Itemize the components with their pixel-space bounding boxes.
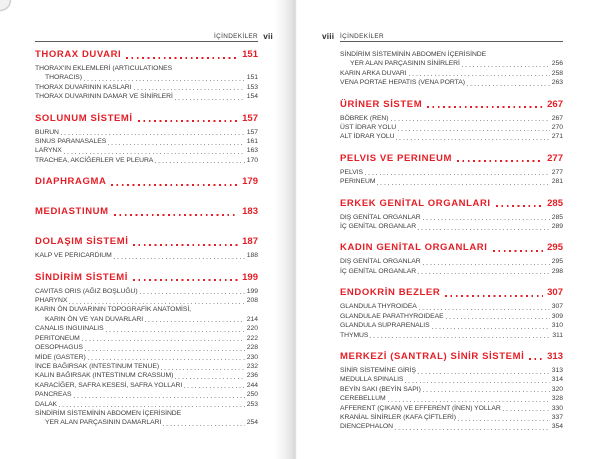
toc-entry-label: THORAX DUVARININ KASLARI bbox=[35, 83, 132, 91]
toc-entry-label: KARIN ARKA DUVARI bbox=[340, 69, 407, 77]
toc-entry-label: PERINEUM bbox=[340, 178, 376, 186]
section-heading bbox=[35, 50, 258, 60]
page-right-content bbox=[322, 0, 563, 432]
toc-entry-page-number: 307 bbox=[551, 303, 563, 311]
section-heading bbox=[35, 177, 258, 187]
leader-dots bbox=[108, 144, 245, 145]
toc-entry bbox=[35, 418, 258, 427]
leader-dots bbox=[74, 397, 245, 398]
toc-entry-page-number: 256 bbox=[551, 60, 563, 68]
toc-entry-page-number: 298 bbox=[551, 267, 563, 275]
toc-entry-page-number: 281 bbox=[551, 178, 563, 186]
toc-entry-page-number: 161 bbox=[246, 138, 258, 146]
toc-entry-label: PERITONEUM bbox=[35, 334, 80, 342]
toc-entry bbox=[35, 92, 258, 101]
toc-entry-page-number: 250 bbox=[246, 391, 258, 399]
toc-entry bbox=[340, 168, 563, 177]
toc-entry-page-number: 310 bbox=[551, 322, 563, 330]
toc-entry bbox=[340, 312, 563, 321]
leader-dots bbox=[69, 303, 244, 304]
toc-entry bbox=[340, 257, 563, 266]
toc-entry-page-number: 151 bbox=[246, 74, 258, 82]
toc-entry-label: KARIN ÖN VE YAN DUVARLARI bbox=[45, 315, 144, 323]
toc-entry-page-number: 199 bbox=[246, 287, 258, 295]
toc-entry-label: BURUN bbox=[35, 128, 59, 136]
leader-dots bbox=[126, 57, 238, 59]
page-left-content bbox=[35, 0, 273, 428]
toc-entry-page-number: 228 bbox=[246, 344, 258, 352]
toc-section bbox=[340, 199, 563, 232]
toc-entry bbox=[340, 222, 563, 231]
leader-dots bbox=[61, 134, 245, 135]
section-page-number: 187 bbox=[242, 236, 258, 248]
toc-entry-page-number: 330 bbox=[551, 404, 563, 412]
toc-entry bbox=[35, 287, 258, 296]
toc-entry bbox=[340, 321, 563, 330]
toc-section bbox=[340, 288, 563, 340]
toc-entry-label: SINUS PARANASALES bbox=[35, 138, 107, 146]
toc-entry-page-number: 232 bbox=[246, 362, 258, 370]
toc-entry bbox=[35, 296, 258, 305]
toc-entry bbox=[340, 69, 563, 78]
toc-entry bbox=[35, 390, 258, 399]
toc-entry-page-number: 354 bbox=[551, 423, 563, 431]
toc-entry bbox=[340, 366, 563, 375]
toc-entry bbox=[340, 394, 563, 403]
toc-entry bbox=[35, 324, 258, 333]
toc-entry-label: DIENCEPHALON bbox=[340, 423, 394, 431]
toc-entry-label: MİDE (GASTER) bbox=[35, 353, 86, 361]
toc-entry-page-number: 230 bbox=[246, 353, 258, 361]
toc-entry-label: ALT İDRAR YOLU bbox=[340, 133, 395, 141]
toc-entry-label: DALAK bbox=[35, 400, 58, 408]
leader-dots bbox=[398, 130, 550, 131]
leader-dots bbox=[388, 401, 550, 402]
toc-entry bbox=[35, 305, 258, 314]
section-title: MEDIASTINUM bbox=[35, 206, 109, 218]
toc-entry-label: THORAX DUVARININ DAMAR VE SİNİRLERİ bbox=[35, 93, 173, 101]
section-heading bbox=[35, 273, 258, 283]
section-title: DIAPHRAGMA bbox=[35, 176, 107, 188]
toc-entry-label: AFFERENT (ÇIKAN) VE EFFERENT (İNEN) YOLLAR bbox=[340, 404, 501, 412]
section-page-number: 313 bbox=[547, 350, 563, 362]
leader-dots bbox=[163, 425, 245, 426]
toc-entry-label: TRACHEA, AKCİĞERLER VE PLEURA bbox=[35, 156, 154, 164]
toc-entry bbox=[340, 114, 563, 123]
section-heading bbox=[35, 237, 258, 247]
toc-entry bbox=[35, 83, 258, 92]
toc-entry-page-number: 313 bbox=[551, 366, 563, 374]
toc-entry-page-number: 271 bbox=[551, 133, 563, 141]
leader-dots bbox=[529, 358, 543, 360]
toc-entry-label: İNCE BAĞIRSAK (INTESTINUM TENUE) bbox=[35, 362, 160, 370]
toc-entry-label: DIŞ GENİTAL ORGANLAR bbox=[340, 213, 421, 221]
toc-entry bbox=[35, 409, 258, 418]
toc-entry bbox=[340, 177, 563, 186]
toc-entry-label: PELVIS bbox=[340, 168, 363, 176]
leader-dots bbox=[88, 359, 245, 360]
leader-dots bbox=[106, 331, 245, 332]
toc-entry bbox=[35, 251, 258, 260]
toc-entry bbox=[35, 353, 258, 362]
toc-entry-label: PANCREAS bbox=[35, 391, 72, 399]
leader-dots bbox=[133, 244, 238, 246]
toc-section bbox=[35, 50, 258, 102]
leader-dots bbox=[446, 318, 550, 319]
toc-right-column bbox=[340, 42, 563, 432]
toc-entry bbox=[340, 132, 563, 141]
leader-dots bbox=[111, 184, 238, 186]
leader-dots bbox=[133, 279, 238, 281]
running-header-label: İÇİNDEKİLER bbox=[340, 33, 384, 40]
toc-entry bbox=[340, 413, 563, 422]
section-title: THORAX DUVARI bbox=[35, 49, 122, 60]
toc-section bbox=[35, 207, 258, 221]
toc-entry-page-number: 154 bbox=[246, 93, 258, 101]
section-page-number: 267 bbox=[547, 98, 563, 110]
toc-entry-page-number: 214 bbox=[246, 315, 258, 323]
section-page-number: 295 bbox=[547, 242, 563, 254]
toc-entry bbox=[340, 50, 563, 59]
leader-dots bbox=[155, 162, 245, 163]
leader-dots bbox=[85, 350, 245, 351]
toc-entry-page-number: 170 bbox=[246, 156, 258, 164]
section-title: DOLAŞIM SİSTEMİ bbox=[35, 236, 129, 248]
toc-entry-label: SİNDİRİM SİSTEMİNİN ABDOMEN İÇERİSİNDE bbox=[35, 409, 182, 417]
leader-dots bbox=[395, 429, 550, 430]
leader-dots bbox=[418, 229, 550, 230]
leader-dots bbox=[445, 295, 543, 297]
running-header-left bbox=[35, 30, 273, 41]
toc-entry bbox=[35, 400, 258, 409]
toc-entry-label: GLANDULAE PARATHYROIDEAE bbox=[340, 312, 444, 320]
toc-section bbox=[340, 352, 563, 432]
toc-entry-page-number: 263 bbox=[551, 79, 563, 87]
toc-entry bbox=[35, 64, 258, 73]
leader-dots bbox=[82, 340, 245, 341]
leader-dots bbox=[175, 378, 244, 379]
toc-section bbox=[340, 100, 563, 142]
toc-entry-label: KRANİAL SİNİRLER (KAFA ÇİFTLERİ) bbox=[340, 413, 456, 421]
toc-entry bbox=[340, 78, 563, 87]
leader-dots bbox=[409, 75, 550, 76]
toc-entry bbox=[340, 213, 563, 222]
toc-section bbox=[35, 177, 258, 191]
leader-dots bbox=[138, 120, 238, 122]
toc-entry-label: ÜST İDRAR YOLU bbox=[340, 124, 397, 132]
section-heading bbox=[340, 243, 563, 253]
toc-entry bbox=[340, 375, 563, 384]
toc-entry-page-number: 295 bbox=[551, 258, 563, 266]
toc-entry-label: CEREBELLUM bbox=[340, 395, 386, 403]
toc-entry-label: KARIN ÖN DUVARININ TOPOGRAFİK ANATOMİSİ, bbox=[35, 306, 191, 314]
page-left bbox=[0, 0, 283, 459]
section-title: SOLUNUM SİSTEMİ bbox=[35, 112, 133, 124]
leader-dots bbox=[418, 373, 550, 374]
toc-entry bbox=[35, 343, 258, 352]
section-title: SİNDİRİM SİSTEMİ bbox=[35, 271, 128, 283]
toc-entry-label: THYMUS bbox=[340, 331, 369, 339]
leader-dots bbox=[423, 219, 550, 220]
toc-entry-label: THORACIS) bbox=[45, 74, 82, 82]
section-heading bbox=[340, 288, 563, 298]
toc-entry-label: BÖBREK (REN) bbox=[340, 114, 389, 122]
toc-entry-page-number: 236 bbox=[246, 372, 258, 380]
toc-entry bbox=[340, 385, 563, 394]
toc-section bbox=[340, 154, 563, 187]
toc-entry-label: KALIN BAĞIRSAK (INTESTINUM CRASSUM) bbox=[35, 372, 174, 380]
section-heading bbox=[340, 352, 563, 362]
section-page-number: 157 bbox=[242, 112, 258, 124]
leader-dots bbox=[405, 382, 549, 383]
toc-entry-label: LARYNX bbox=[35, 147, 62, 155]
toc-entry-label: GLANDULA SUPRARENALIS bbox=[340, 322, 430, 330]
toc-entry-page-number: 309 bbox=[551, 312, 563, 320]
toc-entry bbox=[35, 137, 258, 146]
leader-dots bbox=[59, 406, 245, 407]
section-page-number: 183 bbox=[242, 206, 258, 218]
toc-entry bbox=[35, 146, 258, 155]
leader-dots bbox=[423, 391, 550, 392]
section-page-number: 277 bbox=[547, 152, 563, 164]
leader-dots bbox=[370, 337, 550, 338]
toc-entry-label: GLANDULA THYROIDEA bbox=[340, 303, 417, 311]
leader-dots bbox=[184, 387, 245, 388]
toc-entry-label: DIŞ GENİTAL ORGANLAR bbox=[340, 258, 421, 266]
toc-entry-page-number: 153 bbox=[246, 83, 258, 91]
section-page-number: 285 bbox=[547, 197, 563, 209]
section-title: MERKEZİ (SANTRAL) SİNİR SİSTEMİ bbox=[340, 350, 525, 362]
leader-dots bbox=[64, 153, 245, 154]
toc-entry-label: YER ALAN PARÇASININ DAMARLARI bbox=[45, 419, 162, 427]
toc-entry-label: İÇ GENİTAL ORGANLAR bbox=[340, 267, 417, 275]
toc-entry-page-number: 258 bbox=[551, 69, 563, 77]
toc-entry-label: KALP VE PERICARDIUM bbox=[35, 252, 112, 260]
section-heading bbox=[35, 207, 258, 217]
toc-entry-label: PHARYNX bbox=[35, 297, 68, 305]
folio-number: vii bbox=[263, 32, 273, 41]
toc-entry-page-number: 337 bbox=[551, 413, 563, 421]
toc-entry-page-number: 328 bbox=[551, 395, 563, 403]
leader-dots bbox=[140, 293, 245, 294]
toc-entry bbox=[35, 334, 258, 343]
toc-entry-page-number: 285 bbox=[551, 213, 563, 221]
toc-entry-label: YER ALAN PARÇASININ SİNİRLERİ bbox=[350, 60, 460, 68]
leader-dots bbox=[114, 258, 245, 259]
toc-entry-page-number: 320 bbox=[551, 385, 563, 393]
leader-dots bbox=[134, 89, 245, 90]
toc-entry bbox=[35, 381, 258, 390]
toc-entry-page-number: 222 bbox=[246, 334, 258, 342]
toc-entry bbox=[340, 331, 563, 340]
leader-dots bbox=[114, 214, 239, 216]
leader-dots bbox=[84, 80, 245, 81]
toc-entry bbox=[340, 59, 563, 68]
toc-entry-label: THORAX'IN EKLEMLERİ (ARTICULATIONES bbox=[35, 65, 173, 72]
leader-dots bbox=[418, 273, 550, 274]
toc-entry-page-number: 253 bbox=[246, 400, 258, 408]
running-header-label: İÇİNDEKİLER bbox=[214, 33, 258, 40]
toc-entry-label: SİNİR SİSTEMİNE GİRİŞ bbox=[340, 366, 416, 374]
leader-dots bbox=[493, 250, 544, 252]
toc-entry-label: VENA PORTAE HEPATIS (VENA PORTA) bbox=[340, 79, 465, 87]
toc-entry-page-number: 267 bbox=[551, 114, 563, 122]
page-corner-curl bbox=[0, 0, 18, 18]
section-heading bbox=[340, 199, 563, 209]
toc-entry-label: OESOPHAGUS bbox=[35, 344, 83, 352]
leader-dots bbox=[391, 120, 550, 121]
toc-entry bbox=[340, 302, 563, 311]
toc-entry-page-number: 277 bbox=[551, 168, 563, 176]
toc-entry-label: İÇ GENİTAL ORGANLAR bbox=[340, 223, 417, 231]
leader-dots bbox=[365, 174, 550, 175]
section-heading bbox=[340, 100, 563, 110]
leader-dots bbox=[423, 264, 550, 265]
toc-left-column bbox=[35, 42, 258, 428]
toc-entry bbox=[35, 362, 258, 371]
toc-entry-label: KARACİĞER, SAFRA KESESİ, SAFRA YOLLARI bbox=[35, 381, 183, 389]
leader-dots bbox=[458, 420, 550, 421]
toc-entry-label: SİNDİRİM SİSTEMİNİN ABDOMEN İÇERİSİNDE bbox=[340, 51, 487, 58]
leader-dots bbox=[175, 99, 245, 100]
toc-entry-page-number: 311 bbox=[552, 331, 563, 339]
toc-entry bbox=[35, 371, 258, 380]
leader-dots bbox=[145, 321, 245, 322]
toc-entry bbox=[35, 315, 258, 324]
toc-entry-label: CANALIS INGUINALIS bbox=[35, 325, 104, 333]
section-title: PELVIS VE PERINEUM bbox=[340, 152, 452, 164]
toc-entry-page-number: 220 bbox=[246, 325, 258, 333]
toc-entry bbox=[340, 267, 563, 276]
leader-dots bbox=[462, 66, 550, 67]
leader-dots bbox=[396, 139, 549, 140]
leader-dots bbox=[467, 85, 550, 86]
toc-entry bbox=[340, 422, 563, 431]
toc-entry bbox=[35, 73, 258, 82]
running-header-right bbox=[322, 30, 563, 41]
leader-dots bbox=[457, 160, 543, 162]
section-heading bbox=[340, 154, 563, 164]
toc-entry-page-number: 270 bbox=[551, 124, 563, 132]
toc-entry-page-number: 188 bbox=[246, 252, 258, 260]
toc-entry-page-number: 254 bbox=[246, 419, 258, 427]
toc-entry-label: CAVITAS ORIS (AĞIZ BOŞLUĞU) bbox=[35, 287, 138, 295]
leader-dots bbox=[496, 205, 543, 207]
toc-entry-page-number: 163 bbox=[246, 147, 258, 155]
toc-section bbox=[340, 243, 563, 276]
section-page-number: 151 bbox=[242, 49, 258, 60]
toc-entry bbox=[35, 128, 258, 137]
toc-entry-label: MEDULLA SPINALIS bbox=[340, 376, 404, 384]
section-title: ENDOKRİN BEZLER bbox=[340, 287, 441, 299]
toc-entry-page-number: 314 bbox=[551, 376, 563, 384]
toc-section bbox=[35, 237, 258, 260]
toc-entry bbox=[340, 404, 563, 413]
toc-entry-page-number: 157 bbox=[246, 128, 258, 136]
section-page-number: 179 bbox=[242, 176, 258, 188]
toc-entry-page-number: 289 bbox=[551, 223, 563, 231]
toc-entry bbox=[340, 123, 563, 132]
toc-section bbox=[340, 50, 563, 88]
section-page-number: 199 bbox=[242, 271, 258, 283]
leader-dots bbox=[419, 309, 550, 310]
leader-dots bbox=[377, 184, 549, 185]
section-title: ERKEK GENİTAL ORGANLARI bbox=[340, 197, 491, 209]
leader-dots bbox=[427, 106, 543, 108]
toc-entry bbox=[35, 156, 258, 165]
toc-entry-page-number: 244 bbox=[246, 381, 258, 389]
leader-dots bbox=[503, 410, 550, 411]
leader-dots bbox=[161, 369, 245, 370]
section-page-number: 307 bbox=[547, 287, 563, 299]
toc-entry-label: BEYİN SAKI (BEYİN SAPI) bbox=[340, 385, 421, 393]
section-title: KADIN GENİTAL ORGANLARI bbox=[340, 242, 488, 254]
toc-section bbox=[35, 114, 258, 166]
folio-number: viii bbox=[322, 32, 335, 41]
toc-entry-page-number: 208 bbox=[246, 297, 258, 305]
section-title: ÜRİNER SİSTEM bbox=[340, 98, 423, 110]
section-heading bbox=[35, 114, 258, 124]
toc-section bbox=[35, 273, 258, 428]
leader-dots bbox=[432, 328, 550, 329]
page-right bbox=[296, 0, 600, 459]
